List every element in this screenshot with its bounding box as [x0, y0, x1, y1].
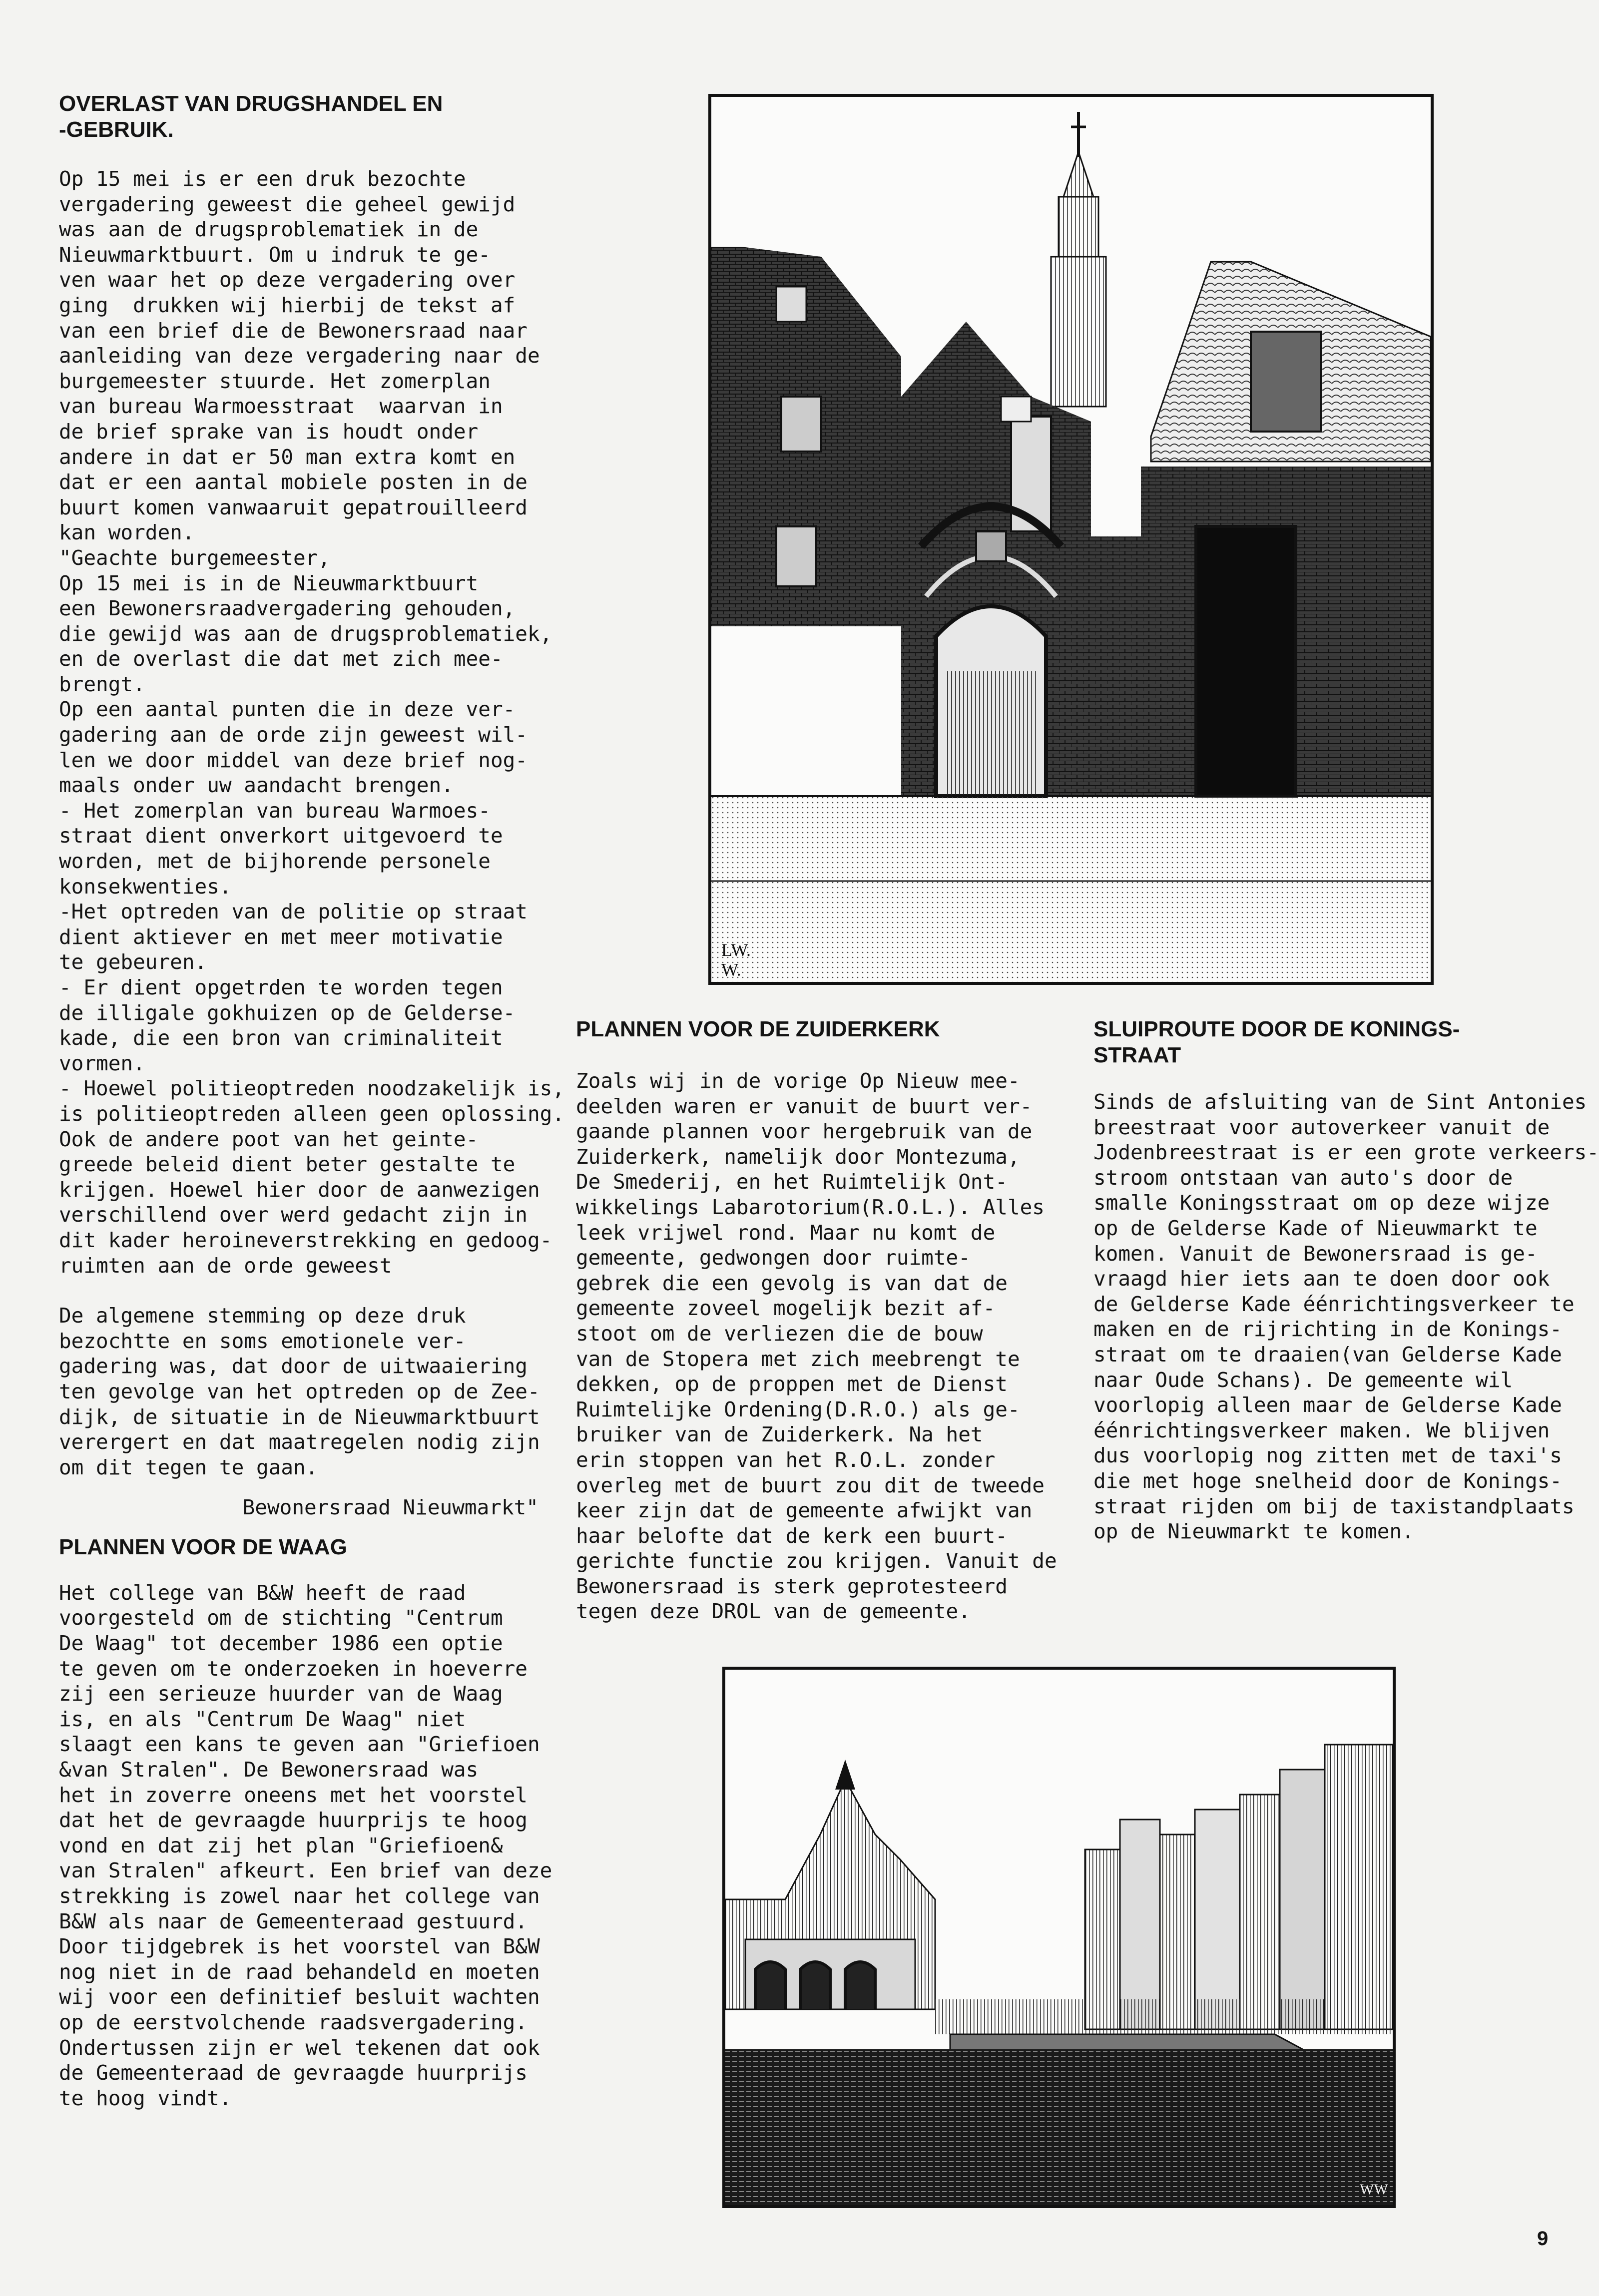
heading-sluiproute: SLUIPROUTE DOOR DE KONINGS- STRAAT — [1093, 1017, 1460, 1067]
drugs-intro-paragraph: Op 15 mei is er een druk bezochte vergadering geweest die geheel gewijd was aan de drugsproblematiek in de Nieuwmarktbuurt. Om u indruk te ge- ven waar het op deze vergadering over ging drukken wij hierbij de tekst af van een brief die de Bewonersraad naar aanleiding van deze vergadering naar de burgemeester stuurde. Het zomerplan van bureau Warmoesstraat waarvan in de brief sprake van is houdt onder andere in dat er 50 man extra komt en dat er een aantal mobiele posten in de buurt komen vanwaaruit gepatrouilleerd kan worden. — [59, 167, 540, 545]
left-column — [59, 91, 565, 2111]
zuiderkerk-paragraph: Zoals wij in de vorige Op Nieuw mee- deelden waren er vanuit de buurt ver- gaande plannen voor hergebruik van de Zuiderkerk, namelijk door Montezuma, De Smederij, en het Ruimtelijk Ont- wikkelings Labarotorium(R.O.L.). Alles leek vrijwel rond. Maar nu komt de gemeente, gedwongen door ruimte- gebrek die een gevolg is van dat de gemeente zoveel mogelijk bezit af- stoot om de verliezen die de bouw van de Stopera met zich meebrengt te dekken, op de proppen met de Dienst Ruimtelijke Ordening(D.R.O.) als ge- bruiker van de Zuiderkerk. Na het erin stoppen van het R.O.L. zonder overleg met de buurt zou dit de tweede keer zijn dat de gemeente afwijkt van haar belofte dat de kerk een buurt- gerichte functie zou krijgen. Vanuit de Bewonersraad is sterk geprotesteerd tegen deze DROL van de gemeente. — [576, 1069, 1057, 1624]
top-illustration-monogram: LW. W. — [721, 940, 751, 980]
heading-drugs: OVERLAST VAN DRUGSHANDEL EN -GEBRUIK. — [59, 91, 443, 142]
zuiderkerk-gate-illustration — [708, 94, 1434, 985]
heading-waag: PLANNEN VOOR DE WAAG — [59, 1534, 347, 1559]
drugs-signature: Bewonersraad Nieuwmarkt" — [242, 1495, 538, 1520]
drugs-conclusion-paragraph: De algemene stemming op deze druk bezochtte en soms emotionele ver- gadering was, dat door de uitwaaiering ten gevolge van het optreden op de Zee- dijk, de situatie in de Nieuwmarktbuurt verergert en dat maatregelen nodig zijn om dit tegen te gaan. — [59, 1304, 540, 1479]
zuiderkerk-gate-drawing — [711, 97, 1431, 982]
drugs-letter-paragraph: "Geachte burgemeester, Op 15 mei is in de Nieuwmarktbuurt een Bewonersraadvergadering gehouden, die gewijd was aan de drugsproblematiek, en de overlast die dat met zich mee- brengt. Op een aantal punten die in deze ver- gadering aan de orde zijn geweest wil- len we door middel van deze brief nog- maals onder uw aandacht brengen. - Het zomerplan van bureau Warmoes- straat dient onverkort uitgevoerd te worden, met de bijhorende personele konsekwenties. -Het optreden van de politie op straat dient aktiever en met meer motivatie te gebeuren. - Er dient opgetrden te worden tegen de illigale gokhuizen op de Gelderse- kade, die een bron van criminaliteit vormen. - Hoewel politieoptreden noodzakelijk is, is politieoptreden alleen geen oplossing. Ook de andere poot van het geinte- greede beleid dient beter gestalte te krijgen. Hoewel hier door de aanwezigen verschillend over werd gedacht zijn in dit kader heroineverstrekking en gedoog- ruimten aan de orde geweest — [59, 545, 565, 1278]
right-column — [1093, 1016, 1599, 1544]
heading-zuiderkerk: PLANNEN VOOR DE ZUIDERKERK — [576, 1017, 940, 1041]
waag-paragraph: Het college van B&W heeft de raad voorgesteld om de stichting "Centrum De Waag" tot december 1986 een optie te geven om te onderzoeken in hoeverre zij een serieuze huurder van de Waag is, en als "Centrum De Waag" niet slaagt een kans te geven aan "Griefioen &van Stralen". De Bewonersraad was het in zoverre oneens met het voorstel dat het de gevraagde huurprijs te hoog vond en dat zij het plan "Griefioen& van Stralen" afkeurt. Een brief van deze strekking is zowel naar het college van B&W als naar de Gemeenteraad gestuurd. Door tijdgebrek is het voorstel van B&W nog niet in de raad behandeld en moeten wij voor een definitief besluit wachten op de eerstvolchende raadsvergadering. Ondertussen zijn er wel tekenen dat ook de Gemeenteraad de gevraagde huurprijs te hoog vindt. — [59, 1580, 552, 2110]
middle-column — [576, 1016, 1057, 1624]
page-number: 9 — [1537, 2228, 1549, 2250]
bottom-illustration-monogram: WW — [1360, 2181, 1388, 2198]
waag-illustration — [722, 1667, 1396, 2208]
sluiproute-paragraph: Sinds de afsluiting van de Sint Antonies breestraat voor autoverkeer vanuit de Jodenbreestraat is er een grote verkeers- stroom ontstaan van auto's door de smalle Koningsstraat om op deze wijze op de Gelderse Kade of Nieuwmarkt te komen. Vanuit de Bewonersraad is ge- vraagd hier iets aan te doen door ook de Gelderse Kade éénrichtingsverkeer te maken en de rijrichting in de Konings- straat om te draaien(van Gelderse Kade naar Oude Schans). De gemeente wil voorlopig alleen maar de Gelderse Kade éénrichtingsverkeer maken. We blijven dus voorlopig nog zitten met de taxi's die met hoge snelheid door de Konings- straat rijden om bij de taxistandplaats op de Nieuwmarkt te komen. — [1093, 1090, 1599, 1544]
waag-drawing — [725, 1670, 1393, 2205]
